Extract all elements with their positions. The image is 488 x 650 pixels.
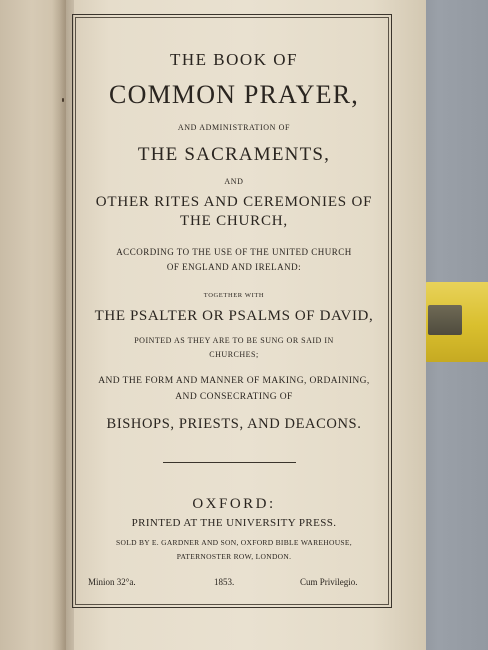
divider-rule: [163, 462, 296, 463]
title-line-sacraments: THE SACRAMENTS,: [137, 144, 331, 165]
title-line-together-with: TOGETHER WITH: [203, 292, 265, 299]
title-line-bishops: BISHOPS, PRIESTS, AND DEACONS.: [106, 416, 362, 432]
title-line-form-2: AND CONSECRATING OF: [175, 392, 293, 402]
footer-edition: Minion 32°a.: [88, 577, 136, 587]
clip-opening: [428, 305, 462, 335]
title-line-form-1: AND THE FORM AND MANNER OF MAKING, ORDAINING,: [98, 376, 370, 386]
footer-privilege: Cum Privilegio.: [300, 577, 358, 587]
title-line-according-1: ACCORDING TO THE USE OF THE UNITED CHURCH: [116, 247, 352, 257]
title-line-other-rites: OTHER RITES AND CEREMONIES OF: [95, 194, 373, 210]
ink-speck: [62, 98, 64, 102]
imprint-printed: PRINTED AT THE UNIVERSITY PRESS.: [131, 517, 337, 529]
title-line-and: AND: [224, 177, 244, 186]
title-line-book-of: THE BOOK OF: [170, 50, 298, 69]
footer-year: 1853.: [214, 577, 235, 587]
title-line-administration: AND ADMINISTRATION OF: [177, 123, 291, 132]
title-line-according-2: OF ENGLAND AND IRELAND:: [166, 262, 302, 272]
title-line-the-church: THE CHURCH,: [180, 213, 288, 229]
title-line-common-prayer: COMMON PRAYER,: [109, 80, 359, 109]
title-line-pointed-1: POINTED AS THEY ARE TO BE SUNG OR SAID IN: [134, 336, 334, 345]
title-line-pointed-2: CHURCHES;: [209, 350, 259, 359]
imprint-city: OXFORD:: [192, 496, 276, 512]
imprint-sold-2: PATERNOSTER ROW, LONDON.: [176, 552, 292, 561]
imprint-sold-1: SOLD BY E. GARDNER AND SON, OXFORD BIBLE WAREHOUSE,: [116, 538, 352, 547]
title-line-psalter: THE PSALTER OR PSALMS OF DAVID,: [94, 308, 374, 324]
